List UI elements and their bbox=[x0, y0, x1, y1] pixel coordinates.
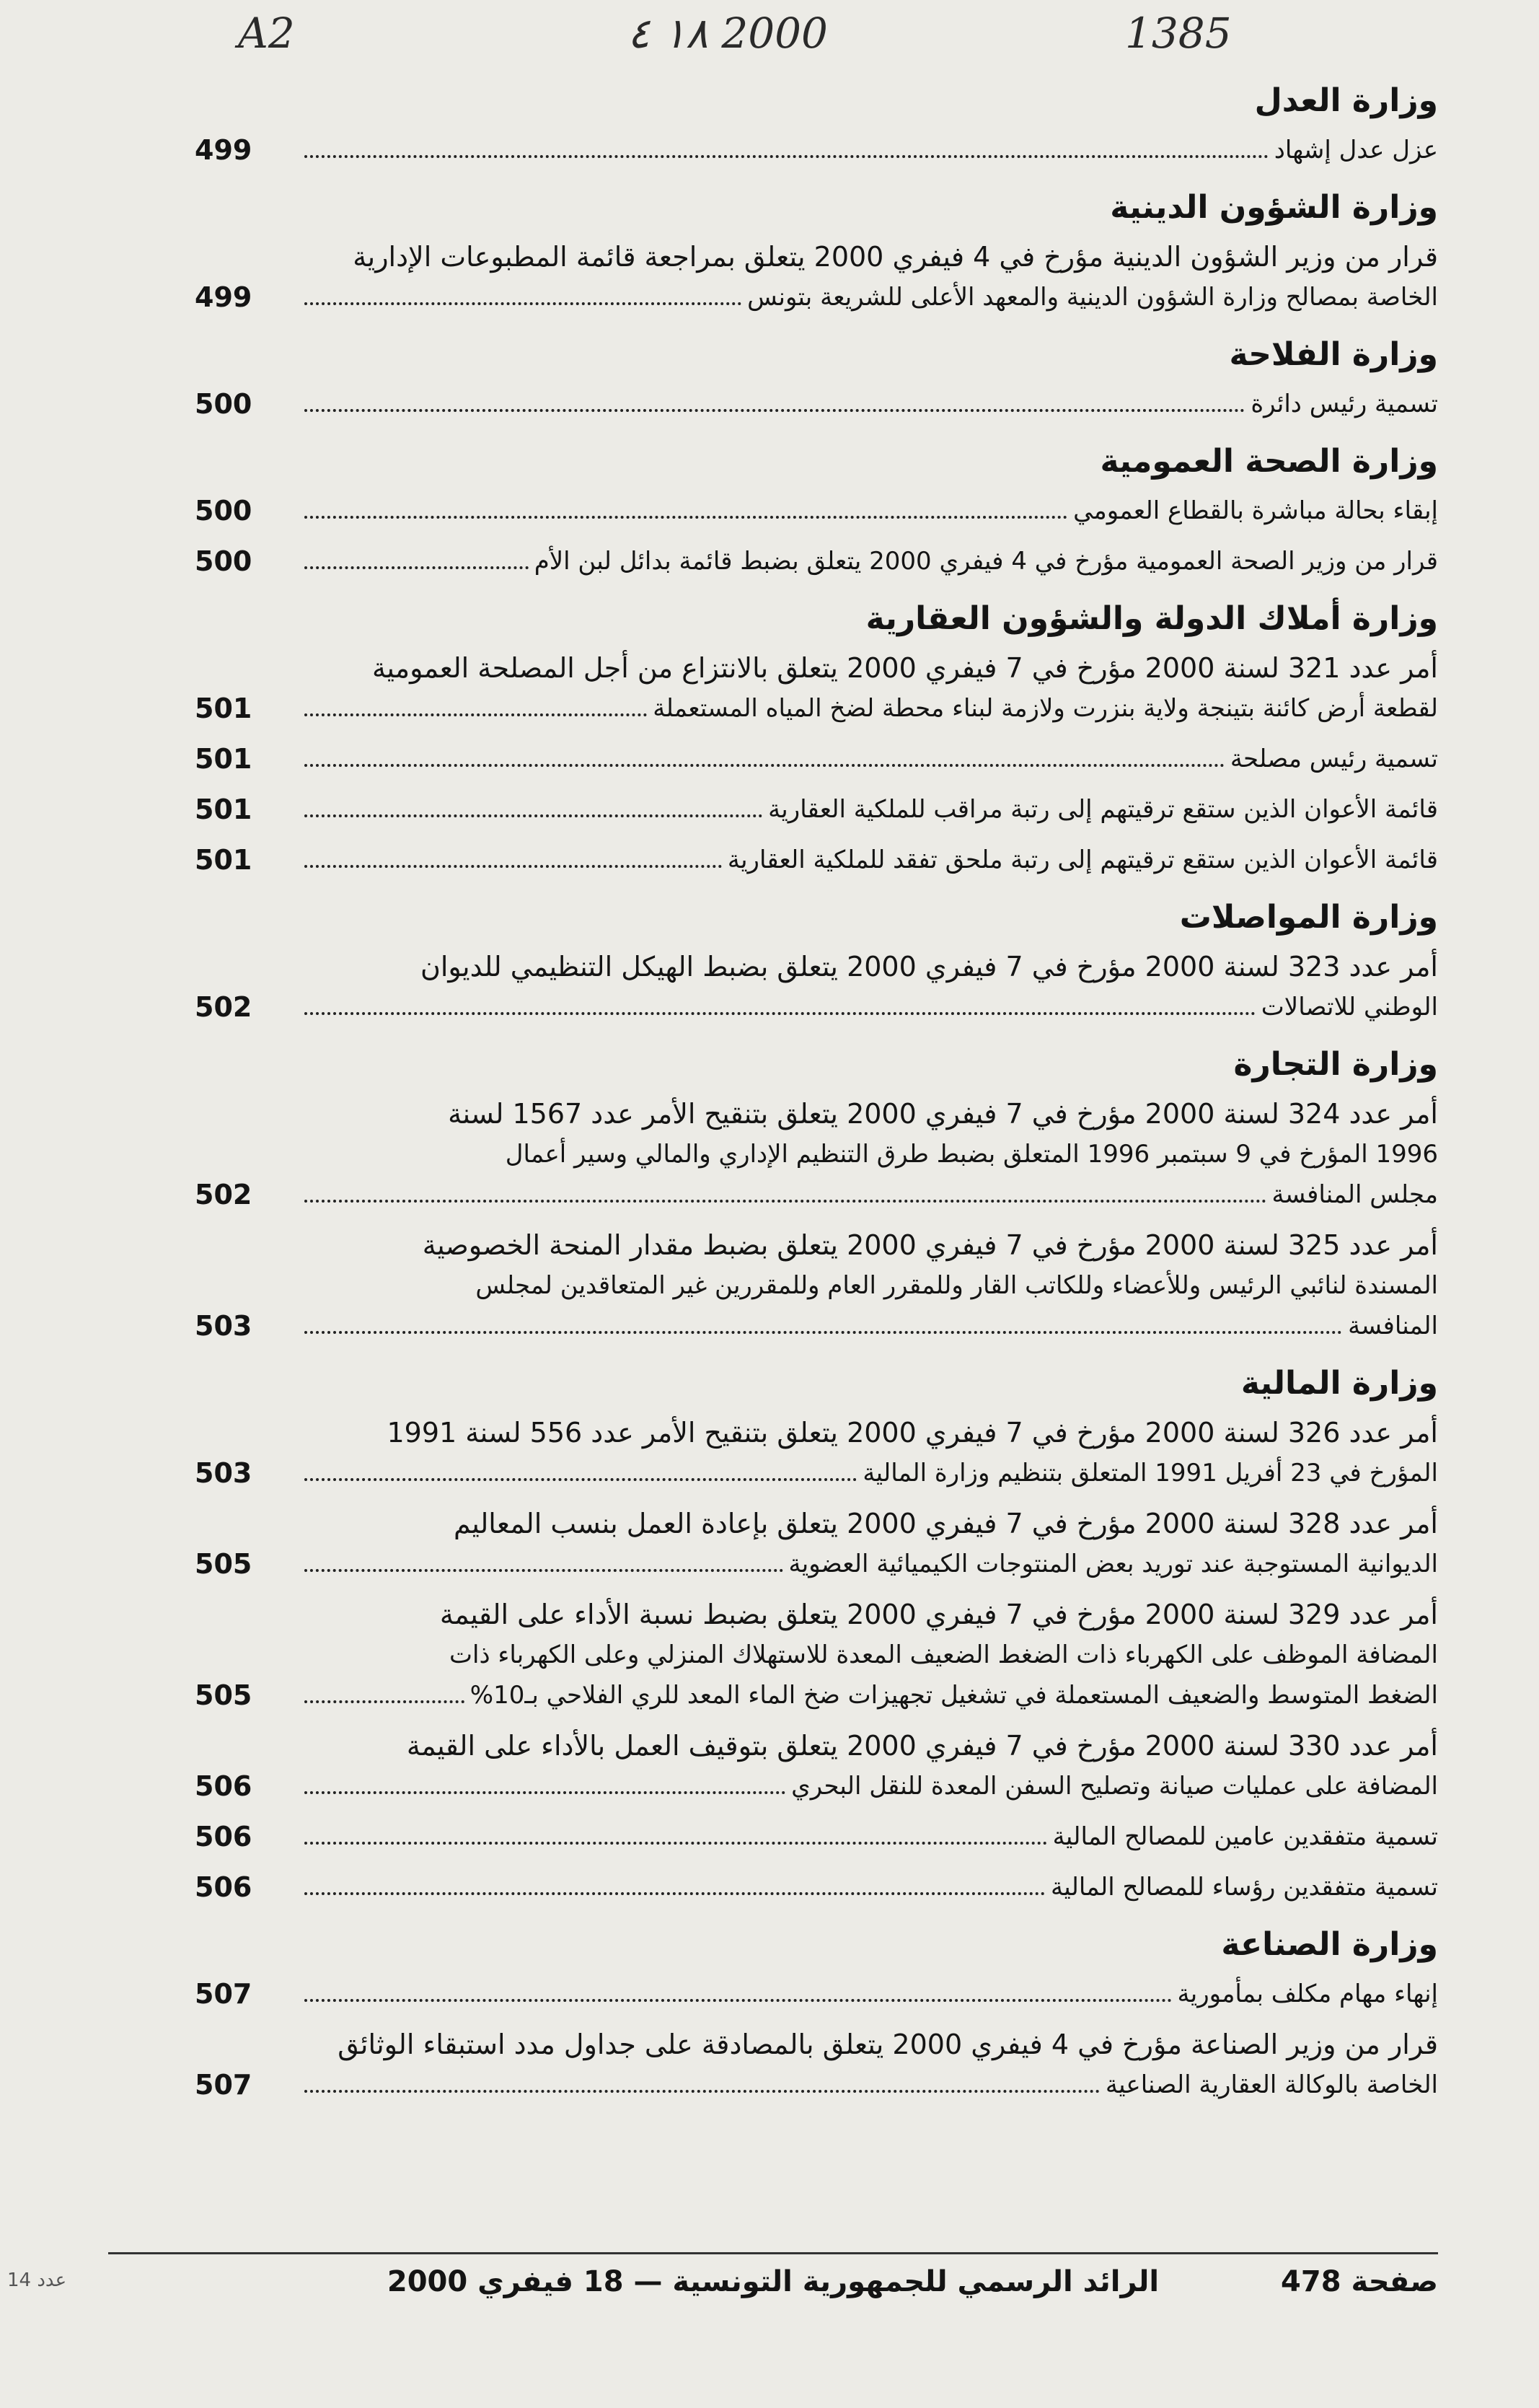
journal-title: الرائد الرسمي للجمهورية التونسية — 18 فيفري 2000 bbox=[387, 2265, 1160, 2298]
leader-dots bbox=[304, 814, 762, 817]
toc-entry bbox=[195, 1816, 1438, 1857]
entry-text-line: 1996 المؤرخ في 9 سبتمبر 1996 المتعلق بضبط طرق التنظيم الإداري والمالي وسير أعمال bbox=[505, 1140, 1438, 1169]
entry-page-number: 505 bbox=[195, 1679, 252, 1711]
entry-text-line: قرار من وزير الشؤون الدينية مؤرخ في 4 فيفري 2000 يتعلق بمراجعة قائمة المطبوعات الإدارية bbox=[353, 241, 1438, 273]
toc-entry bbox=[195, 541, 1438, 581]
entry-text-line: تسمية متفقدين رؤساء للمصالح المالية bbox=[1051, 1873, 1438, 1902]
leader-dots bbox=[304, 1842, 1047, 1845]
leader-dots bbox=[304, 1700, 464, 1703]
entry-text-line: قائمة الأعوان الذين ستقع ترقيتهم إلى رتبة ملحق تفقد للملكية العقارية bbox=[727, 845, 1438, 874]
entry-text-line: عزل عدل إشهاد bbox=[1274, 136, 1438, 164]
toc-entry bbox=[195, 648, 1438, 729]
handwritten-note-c: 1385 bbox=[1125, 9, 1232, 58]
entry-page-number: 500 bbox=[195, 495, 252, 527]
ministry-heading: وزارة أملاك الدولة والشؤون العقارية bbox=[865, 600, 1438, 637]
toc-entry bbox=[195, 384, 1438, 424]
entry-text-line: قرار من وزير الصناعة مؤرخ في 4 فيفري 2000 يتعلق بالمصادقة على جداول مدد استبقاء الوثائق bbox=[338, 2029, 1438, 2060]
toc-entry bbox=[195, 1225, 1438, 1346]
leader-dots bbox=[304, 865, 722, 868]
entry-page-number: 507 bbox=[195, 2069, 252, 2101]
entry-text-line: المؤرخ في 23 أفريل 1991 المتعلق بتنظيم وزارة المالية bbox=[863, 1459, 1438, 1488]
entry-page-number: 501 bbox=[195, 794, 252, 825]
entry-text-line: المضافة الموظف على الكهرباء ذات الضغط الضعيف المعدة للاستهلاك المنزلي وعلى الكهرباء ذات bbox=[449, 1640, 1438, 1669]
entry-text-line: أمر عدد 323 لسنة 2000 مؤرخ في 7 فيفري 2000 يتعلق بضبط الهيكل التنظيمي للديوان bbox=[420, 951, 1438, 983]
leader-dots bbox=[304, 1012, 1256, 1015]
leader-dots bbox=[304, 1892, 1045, 1895]
entry-page-number: 506 bbox=[195, 1821, 252, 1853]
entry-page-number: 501 bbox=[195, 743, 252, 775]
entry-text-line: إبقاء بحالة مباشرة بالقطاع العمومي bbox=[1073, 496, 1438, 525]
entry-text-line: تسمية رئيس دائرة bbox=[1251, 390, 1438, 418]
ministry-heading: وزارة المواصلات bbox=[1179, 899, 1438, 936]
ministry-heading: وزارة الصناعة bbox=[1221, 1926, 1438, 1963]
leader-dots bbox=[304, 155, 1269, 158]
entry-text-line: أمر عدد 328 لسنة 2000 مؤرخ في 7 فيفري 2000 يتعلق بإعادة العمل بنسب المعاليم bbox=[453, 1508, 1438, 1539]
entry-text-line: الضغط المتوسط والضعيف المستعملة في تشغيل تجهيزات ضخ الماء المعد للري الفلاحي بـ10% bbox=[469, 1681, 1438, 1710]
table-of-contents bbox=[195, 79, 1438, 2115]
toc-entry bbox=[195, 1503, 1438, 1584]
toc-entry bbox=[195, 1094, 1438, 1215]
entry-text-line: قائمة الأعوان الذين ستقع ترقيتهم إلى رتبة مراقب للملكية العقارية bbox=[768, 795, 1438, 824]
toc-entry bbox=[195, 2024, 1438, 2105]
entry-text-line: الخاصة بمصالح وزارة الشؤون الدينية والمعهد الأعلى للشريعة بتونس bbox=[747, 283, 1438, 312]
toc-entry bbox=[195, 739, 1438, 779]
entry-page-number: 501 bbox=[195, 693, 252, 724]
entry-page-number: 502 bbox=[195, 991, 252, 1023]
leader-dots bbox=[304, 1569, 783, 1572]
leader-dots bbox=[304, 713, 647, 716]
entry-text-line: الخاصة بالوكالة العقارية الصناعية bbox=[1105, 2070, 1438, 2099]
entry-page-number: 507 bbox=[195, 1978, 252, 2010]
leader-dots bbox=[304, 1478, 857, 1481]
handwritten-note-a: A2 bbox=[238, 9, 295, 58]
leader-dots bbox=[304, 1200, 1266, 1203]
toc-entry bbox=[195, 1726, 1438, 1806]
entry-page-number: 503 bbox=[195, 1310, 252, 1342]
toc-entry bbox=[195, 789, 1438, 830]
entry-text-line: الوطني للاتصالات bbox=[1261, 993, 1438, 1021]
entry-text-line: إنهاء مهام مكلف بمأمورية bbox=[1177, 1979, 1438, 2008]
toc-entry bbox=[195, 1974, 1438, 2014]
leader-dots bbox=[304, 1791, 785, 1794]
toc-entry bbox=[195, 1412, 1438, 1493]
ministry-heading: وزارة الفلاحة bbox=[1229, 336, 1438, 373]
entry-text-line: المسندة لنائبي الرئيس وللأعضاء وللكاتب القار وللمقرر العام وللمقررين غير المتعاقدين لمجلس bbox=[475, 1271, 1438, 1300]
toc-entry bbox=[195, 840, 1438, 880]
entry-text-line: الديوانية المستوجبة عند توريد بعض المنتوجات الكيميائية العضوية bbox=[788, 1550, 1438, 1578]
entry-text-line: تسمية رئيس مصلحة bbox=[1230, 744, 1438, 773]
page-number-label: صفحة 478 bbox=[1281, 2265, 1438, 2298]
entry-text-line: أمر عدد 321 لسنة 2000 مؤرخ في 7 فيفري 2000 يتعلق بالانتزاع من أجل المصلحة العمومية bbox=[371, 652, 1438, 684]
toc-entry bbox=[195, 237, 1438, 317]
toc-entry bbox=[195, 491, 1438, 531]
toc-entry bbox=[195, 130, 1438, 170]
ministry-heading: وزارة العدل bbox=[1254, 82, 1438, 119]
entry-page-number: 500 bbox=[195, 545, 252, 577]
entry-text-line: أمر عدد 325 لسنة 2000 مؤرخ في 7 فيفري 2000 يتعلق بضبط مقدار المنحة الخصوصية bbox=[422, 1229, 1438, 1261]
leader-dots bbox=[304, 2090, 1100, 2093]
entry-text-line: أمر عدد 330 لسنة 2000 مؤرخ في 7 فيفري 2000 يتعلق بتوقيف العمل بالأداء على القيمة bbox=[406, 1730, 1438, 1762]
leader-dots bbox=[304, 516, 1067, 519]
entry-page-number: 503 bbox=[195, 1457, 252, 1489]
ministry-heading: وزارة المالية bbox=[1240, 1365, 1438, 1402]
entry-text-line: أمر عدد 329 لسنة 2000 مؤرخ في 7 فيفري 2000 يتعلق بضبط نسبة الأداء على القيمة bbox=[439, 1599, 1438, 1630]
entry-page-number: 501 bbox=[195, 844, 252, 876]
footer-rule bbox=[108, 2252, 1438, 2254]
entry-text-line: أمر عدد 324 لسنة 2000 مؤرخ في 7 فيفري 2000 يتعلق بتنقيح الأمر عدد 1567 لسنة bbox=[448, 1098, 1438, 1130]
entry-page-number: 505 bbox=[195, 1548, 252, 1580]
entry-page-number: 506 bbox=[195, 1770, 252, 1802]
leader-dots bbox=[304, 409, 1245, 412]
page-footer bbox=[7, 2265, 1438, 2316]
toc-entry bbox=[195, 1594, 1438, 1715]
issue-edge-label: عدد 14 bbox=[7, 2269, 67, 2291]
leader-dots bbox=[304, 1331, 1342, 1334]
entry-page-number: 499 bbox=[195, 281, 252, 313]
entry-text-line: قرار من وزير الصحة العمومية مؤرخ في 4 فيفري 2000 يتعلق بضبط قائمة بدائل لبن الأم bbox=[534, 547, 1438, 576]
entry-page-number: 502 bbox=[195, 1179, 252, 1210]
entry-text-line: مجلس المنافسة bbox=[1271, 1180, 1438, 1209]
entry-text-line: المنافسة bbox=[1348, 1311, 1438, 1340]
ministry-heading: وزارة التجارة bbox=[1233, 1046, 1438, 1083]
toc-entry bbox=[195, 1867, 1438, 1907]
handwritten-note-b: ١٨ ٤ 2000 bbox=[627, 9, 828, 58]
toc-entry bbox=[195, 946, 1438, 1027]
entry-text-line: لقطعة أرض كائنة بتينجة ولاية بنزرت ولازمة لبناء محطة لضخ المياه المستعملة bbox=[653, 694, 1438, 723]
entry-text-line: تسمية متفقدين عامين للمصالح المالية bbox=[1052, 1822, 1438, 1851]
leader-dots bbox=[304, 566, 529, 569]
leader-dots bbox=[304, 302, 741, 305]
entry-page-number: 506 bbox=[195, 1871, 252, 1903]
entry-page-number: 500 bbox=[195, 388, 252, 420]
entry-text-line: المضافة على عمليات صيانة وتصليح السفن المعدة للنقل البحري bbox=[791, 1772, 1438, 1801]
entry-text-line: أمر عدد 326 لسنة 2000 مؤرخ في 7 فيفري 2000 يتعلق بتنقيح الأمر عدد 556 لسنة 1991 bbox=[387, 1417, 1438, 1449]
leader-dots bbox=[304, 764, 1225, 767]
leader-dots bbox=[304, 1999, 1172, 2002]
ministry-heading: وزارة الصحة العمومية bbox=[1100, 443, 1438, 480]
ministry-heading: وزارة الشؤون الدينية bbox=[1110, 189, 1438, 226]
entry-page-number: 499 bbox=[195, 134, 252, 166]
